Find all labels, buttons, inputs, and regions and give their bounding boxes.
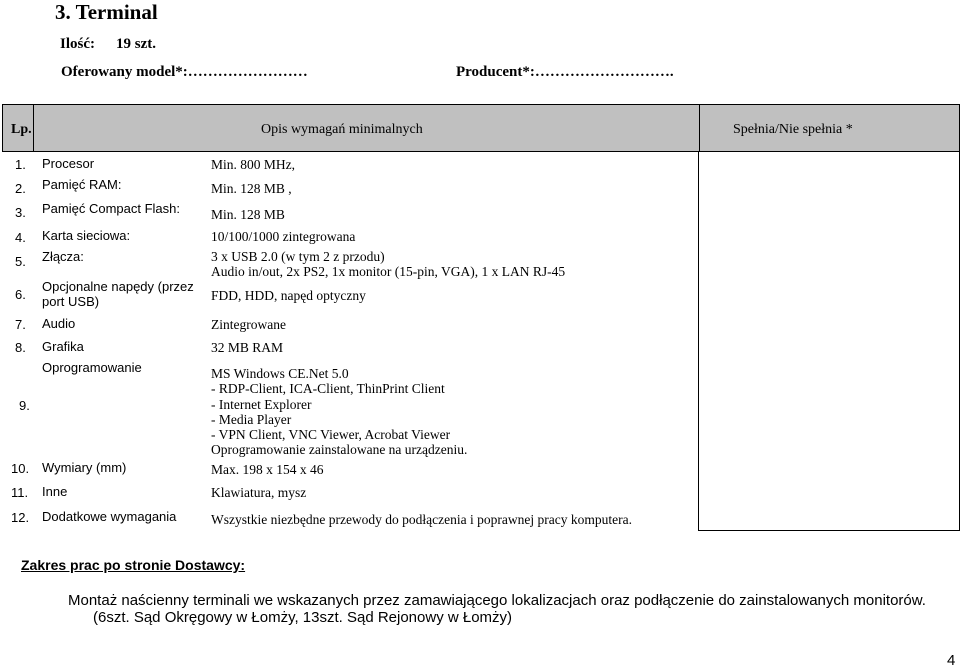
- row-value: Audio in/out, 2x PS2, 1x monitor (15-pin, VGA), 1 x LAN RJ-45: [211, 264, 566, 279]
- row-number: 5.: [15, 254, 26, 269]
- row-label: Pamięć Compact Flash:: [42, 201, 180, 216]
- row-number: 3.: [15, 205, 26, 220]
- row-value: Max. 198 x 154 x 46: [211, 462, 324, 477]
- header-compliance: Spełnia/Nie spełnia *: [733, 122, 853, 137]
- row-value: Min. 800 MHz,: [211, 157, 295, 172]
- row-value: Min. 128 MB: [211, 207, 285, 222]
- quantity-value: 19 szt.: [116, 36, 156, 52]
- row-number: 6.: [15, 287, 26, 302]
- row-number: 9.: [19, 398, 30, 413]
- table-header: [2, 104, 960, 152]
- row-value: 10/100/1000 zintegrowana: [211, 229, 356, 244]
- row-value: - VPN Client, VNC Viewer, Acrobat Viewer: [211, 427, 451, 442]
- row-label: Złącza:: [42, 249, 84, 264]
- row-label: Audio: [42, 316, 76, 331]
- row-value: Klawiatura, mysz: [211, 485, 307, 500]
- row-value: - Internet Explorer: [211, 397, 312, 412]
- header-lp: Lp.: [11, 122, 32, 137]
- row-number: 7.: [15, 317, 26, 332]
- header-description: Opis wymagań minimalnych: [261, 122, 423, 137]
- row-number: 4.: [15, 230, 26, 245]
- row-value: Oprogramowanie zainstalowane na urządzeniu.: [211, 442, 468, 457]
- row-value: Min. 128 MB ,: [211, 181, 292, 196]
- row-label: Dodatkowe wymagania: [42, 509, 177, 524]
- row-label: Procesor: [42, 156, 95, 171]
- row-label: Oprogramowanie: [42, 360, 142, 375]
- row-label: Grafika: [42, 339, 84, 354]
- row-value: Wszystkie niezbędne przewody do podłączenia i poprawnej pracy komputera.: [211, 512, 632, 527]
- requirements-table: [0, 104, 960, 531]
- row-value: MS Windows CE.Net 5.0: [211, 366, 349, 381]
- row-label: Karta sieciowa:: [42, 228, 131, 243]
- row-label: Opcjonalne napędy (przez: [42, 279, 194, 294]
- row-number: 1.: [15, 157, 26, 172]
- row-number: 8.: [15, 340, 26, 355]
- quantity-label: Ilość:: [60, 36, 95, 52]
- row-number: 10.: [11, 461, 30, 476]
- producer-field: Producent*:……………………….: [456, 64, 674, 80]
- scope-text: (6szt. Sąd Okręgowy w Łomży, 13szt. Sąd Rejonowy w Łomży): [93, 609, 513, 626]
- row-value: 32 MB RAM: [211, 340, 284, 355]
- scope-text: Montaż naścienny terminali we wskazanych przez zamawiającego lokalizacjach oraz podłączenie do zainstalowanych monitorów.: [68, 592, 926, 609]
- row-value: 3 x USB 2.0 (w tym 2 z przodu): [211, 249, 385, 264]
- row-label: port USB): [42, 294, 100, 309]
- scope-title: Zakres prac po stronie Dostawcy:: [21, 557, 246, 573]
- row-label: Wymiary (mm): [42, 460, 127, 475]
- row-number: 2.: [15, 181, 26, 196]
- row-value: - Media Player: [211, 412, 292, 427]
- row-number: 12.: [11, 510, 30, 525]
- row-label: Pamięć RAM:: [42, 177, 122, 192]
- row-label: Inne: [42, 484, 68, 499]
- page-number: 4: [947, 652, 956, 669]
- row-number: 11.: [11, 485, 29, 500]
- row-value: FDD, HDD, napęd optyczny: [211, 288, 366, 303]
- offered-model-field: Oferowany model*:……………………: [61, 64, 308, 80]
- row-value: Zintegrowane: [211, 317, 286, 332]
- row-value: - RDP-Client, ICA-Client, ThinPrint Client: [211, 381, 445, 396]
- section-title: 3. Terminal: [55, 0, 158, 24]
